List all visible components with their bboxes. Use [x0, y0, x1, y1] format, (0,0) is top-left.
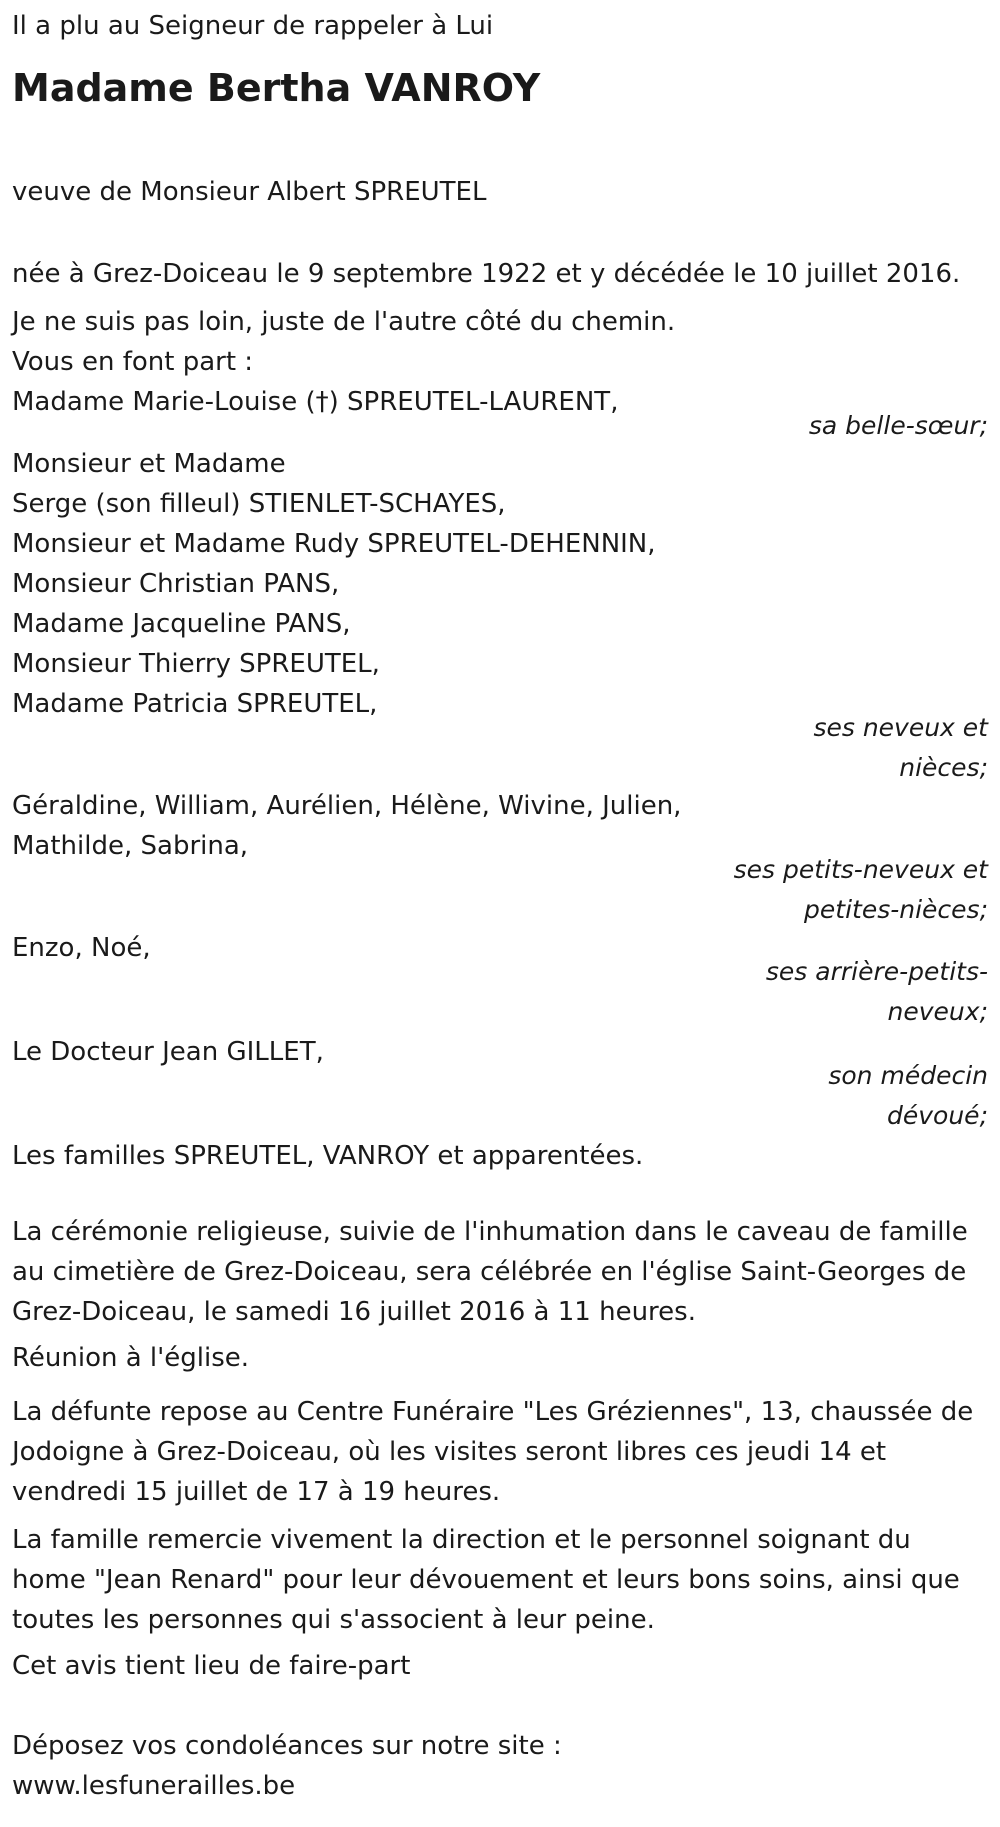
paragraph-line: au cimetière de Grez-Doiceau, sera célébrée en l'église Saint-Georges de: [12, 1257, 967, 1287]
relation-label: sa belle-sœur;: [808, 411, 988, 440]
relation-label: son médecin: [828, 1061, 988, 1090]
paragraph-line: home "Jean Renard" pour leur dévouement et leurs bons soins, ainsi que: [12, 1565, 960, 1595]
relation-label: neveux;: [887, 997, 988, 1026]
relation-label: nièces;: [899, 753, 988, 782]
family-member-line: Madame Marie-Louise (†) SPREUTEL-LAURENT,: [12, 387, 619, 417]
relation-label: dévoué;: [887, 1101, 988, 1130]
relation-label: petites-nièces;: [804, 895, 988, 924]
relation-label: ses petits-neveux et: [733, 855, 988, 884]
relation-label: ses arrière-petits-: [765, 957, 988, 986]
quote-line: Je ne suis pas loin, juste de l'autre côté du chemin.: [12, 307, 676, 337]
paragraph-line: La cérémonie religieuse, suivie de l'inhumation dans le caveau de famille: [12, 1217, 968, 1247]
paragraph-line: La famille remercie vivement la direction et le personnel soignant du: [12, 1525, 911, 1555]
meeting-line: Réunion à l'église.: [12, 1343, 250, 1373]
family-member-line: Le Docteur Jean GILLET,: [12, 1037, 324, 1067]
birth-death-line: née à Grez-Doiceau le 9 septembre 1922 et y décédée le 10 juillet 2016.: [12, 259, 961, 289]
paragraph-line: La défunte repose au Centre Funéraire "Les Gréziennes", 13, chaussée de: [12, 1397, 974, 1427]
paragraph-line: vendredi 15 juillet de 17 à 19 heures.: [12, 1477, 501, 1507]
intro-text: Il a plu au Seigneur de rappeler à Lui: [12, 11, 494, 41]
family-member-line: Monsieur et Madame: [12, 449, 286, 479]
paragraph-line: Grez-Doiceau, le samedi 16 juillet 2016 à 11 heures.: [12, 1297, 696, 1327]
family-member-line: Géraldine, William, Aurélien, Hélène, Wivine, Julien,: [12, 791, 682, 821]
family-member-line: Enzo, Noé,: [12, 933, 151, 963]
spouse-line: veuve de Monsieur Albert SPREUTEL: [12, 177, 487, 207]
family-member-line: Monsieur Christian PANS,: [12, 569, 340, 599]
website-link[interactable]: www.lesfunerailles.be: [12, 1771, 296, 1801]
family-member-line: Mathilde, Sabrina,: [12, 831, 249, 861]
notice-line: Cet avis tient lieu de faire-part: [12, 1651, 411, 1681]
families-line: Les familles SPREUTEL, VANROY et apparentées.: [12, 1141, 644, 1171]
thanks-paragraph: [12, 1520, 960, 1640]
condolences-line: Déposez vos condoléances sur notre site :: [12, 1731, 562, 1761]
family-member-line: Madame Patricia SPREUTEL,: [12, 689, 378, 719]
family-member-line: Madame Jacqueline PANS,: [12, 609, 351, 639]
deceased-name: Madame Bertha VANROY: [12, 66, 541, 110]
paragraph-line: Jodoigne à Grez-Doiceau, où les visites seront libres ces jeudi 14 et: [12, 1437, 887, 1467]
family-member-line: Serge (son filleul) STIENLET-SCHAYES,: [12, 489, 506, 519]
relation-label: ses neveux et: [813, 713, 988, 742]
announce-line: Vous en font part :: [12, 347, 254, 377]
ceremony-paragraph: [12, 1212, 968, 1332]
paragraph-line: toutes les personnes qui s'associent à leur peine.: [12, 1605, 655, 1635]
rest-paragraph: [12, 1392, 973, 1512]
family-member-line: Monsieur Thierry SPREUTEL,: [12, 649, 380, 679]
family-member-line: Monsieur et Madame Rudy SPREUTEL-DEHENNIN,: [12, 529, 656, 559]
